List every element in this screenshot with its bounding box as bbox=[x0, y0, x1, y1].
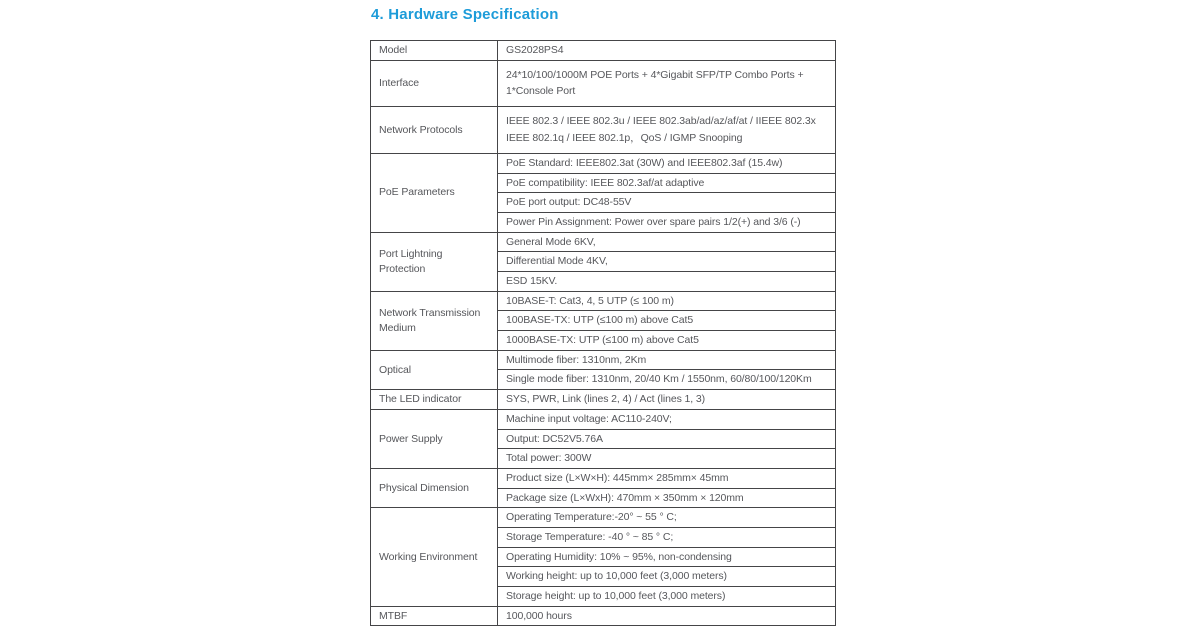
spec-value: Single mode fiber: 1310nm, 20/40 Km / 1550nm, 60/80/100/120Km bbox=[498, 370, 836, 390]
spec-value: Machine input voltage: AC110-240V; bbox=[498, 409, 836, 429]
spec-label-network-transmission-medium: Network Transmission Medium bbox=[371, 291, 498, 350]
spec-value: 100,000 hours bbox=[498, 606, 836, 626]
spec-value: General Mode 6KV, bbox=[498, 232, 836, 252]
spec-label-interface: Interface bbox=[371, 60, 498, 107]
spec-value: SYS, PWR, Link (lines 2, 4) / Act (lines 1, 3) bbox=[498, 390, 836, 410]
table-row bbox=[371, 468, 836, 488]
spec-label-network-protocols: Network Protocols bbox=[371, 107, 498, 154]
spec-value: 1000BASE-TX: UTP (≤100 m) above Cat5 bbox=[498, 331, 836, 351]
table-row bbox=[371, 232, 836, 252]
spec-label-mtbf: MTBF bbox=[371, 606, 498, 626]
spec-value: ESD 15KV. bbox=[498, 272, 836, 292]
table-row bbox=[371, 60, 836, 107]
spec-value: PoE port output: DC48-55V bbox=[498, 193, 836, 213]
spec-value: Operating Temperature:-20° ~ 55 ° C; bbox=[498, 508, 836, 528]
table-row bbox=[371, 107, 836, 154]
spec-label-optical: Optical bbox=[371, 350, 498, 389]
spec-value: 10BASE-T: Cat3, 4, 5 UTP (≤ 100 m) bbox=[498, 291, 836, 311]
spec-value: PoE compatibility: IEEE 802.3af/at adaptive bbox=[498, 173, 836, 193]
table-row bbox=[371, 350, 836, 370]
spec-value: PoE Standard: IEEE802.3at (30W) and IEEE802.3af (15.4w) bbox=[498, 153, 836, 173]
table-row bbox=[371, 390, 836, 410]
spec-value: Differential Mode 4KV, bbox=[498, 252, 836, 272]
spec-value: Product size (L×W×H): 445mm× 285mm× 45mm bbox=[498, 468, 836, 488]
table-row bbox=[371, 606, 836, 626]
spec-value: IEEE 802.3 / IEEE 802.3u / IEEE 802.3ab/ad/az/af/at / IIEEE 802.3x IEEE 802.1q / IEEE 802.1p，QoS / IGMP Snooping bbox=[498, 107, 836, 154]
spec-value: Working height: up to 10,000 feet (3,000 meters) bbox=[498, 567, 836, 587]
spec-value: Operating Humidity: 10% ~ 95%, non-condensing bbox=[498, 547, 836, 567]
spec-label-model: Model bbox=[371, 41, 498, 61]
spec-label-port-lightning-protection: Port Lightning Protection bbox=[371, 232, 498, 291]
spec-label-physical-dimension: Physical Dimension bbox=[371, 468, 498, 507]
spec-label-working-environment: Working Environment bbox=[371, 508, 498, 606]
spec-value: Package size (L×WxH): 470mm × 350mm × 120mm bbox=[498, 488, 836, 508]
spec-value: 100BASE-TX: UTP (≤100 m) above Cat5 bbox=[498, 311, 836, 331]
spec-value: Output: DC52V5.76A bbox=[498, 429, 836, 449]
spec-value: Power Pin Assignment: Power over spare pairs 1/2(+) and 3/6 (-) bbox=[498, 212, 836, 232]
table-row bbox=[371, 291, 836, 311]
hardware-spec-table bbox=[370, 40, 836, 626]
table-row bbox=[371, 508, 836, 528]
table-row bbox=[371, 153, 836, 173]
spec-label-poe-parameters: PoE Parameters bbox=[371, 153, 498, 232]
spec-value: Storage Temperature: -40 ° ~ 85 ° C; bbox=[498, 527, 836, 547]
spec-value: Total power: 300W bbox=[498, 449, 836, 469]
page-title: 4. Hardware Specification bbox=[371, 6, 559, 23]
spec-sheet bbox=[370, 6, 836, 626]
spec-value: Multimode fiber: 1310nm, 2Km bbox=[498, 350, 836, 370]
spec-value: GS2028PS4 bbox=[498, 41, 836, 61]
spec-value: Storage height: up to 10,000 feet (3,000 meters) bbox=[498, 587, 836, 607]
table-row bbox=[371, 41, 836, 61]
spec-label-power-supply: Power Supply bbox=[371, 409, 498, 468]
spec-label-the-led-indicator: The LED indicator bbox=[371, 390, 498, 410]
spec-value: 24*10/100/1000M POE Ports + 4*Gigabit SFP/TP Combo Ports + 1*Console Port bbox=[498, 60, 836, 107]
table-row bbox=[371, 409, 836, 429]
